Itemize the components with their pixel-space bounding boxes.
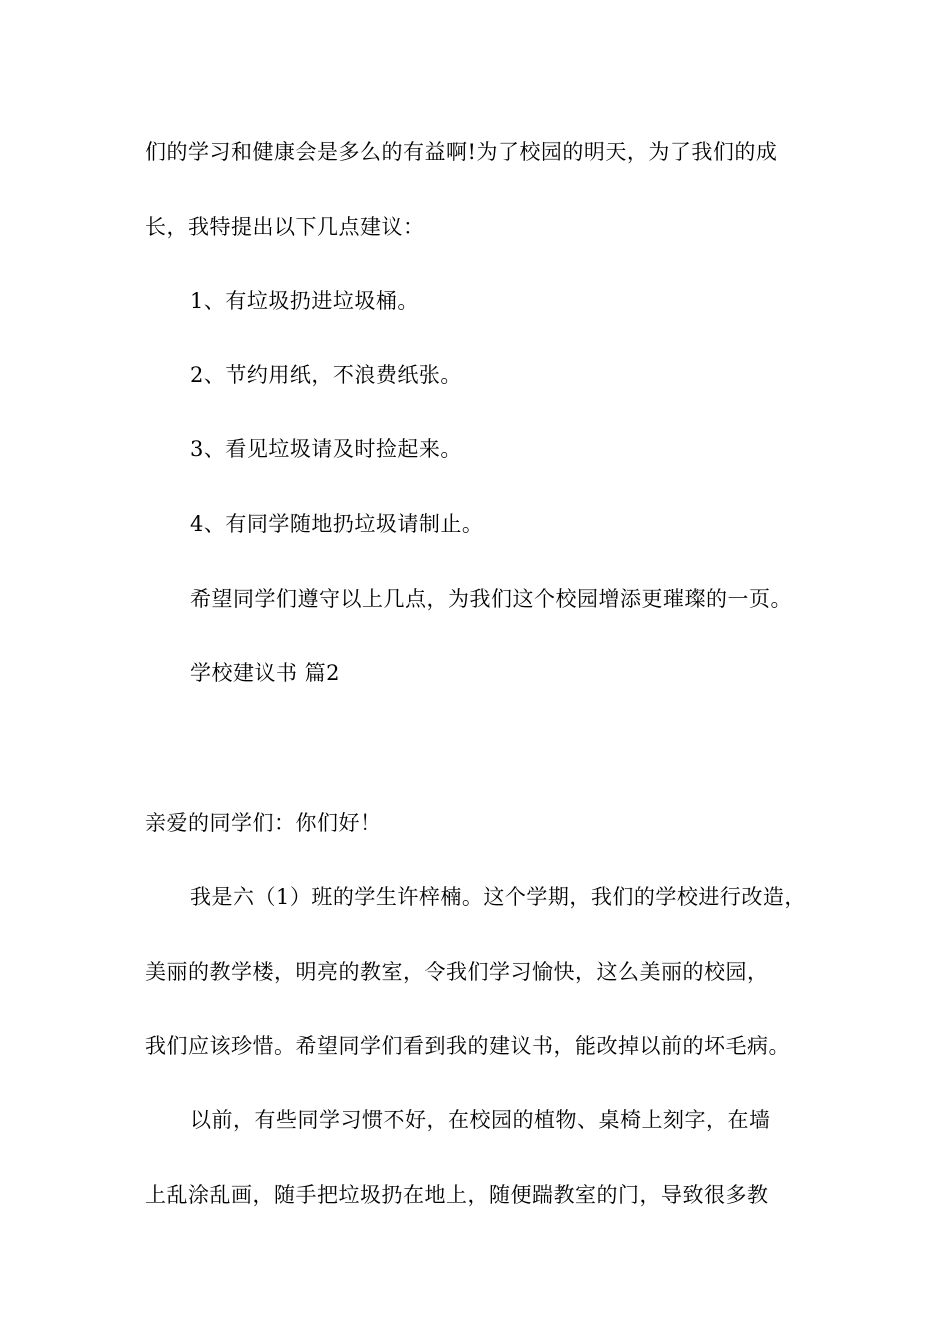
paragraph-line: 上乱涂乱画，随手把垃圾扔在地上，随便踹教室的门，导致很多教	[145, 1183, 769, 1207]
paragraph-line: 希望同学们遵守以上几点，为我们这个校园增添更璀璨的一页。	[190, 587, 792, 611]
paragraph-line: 以前，有些同学习惯不好，在校园的植物、桌椅上刻字，在墙	[190, 1108, 771, 1132]
list-item: 3、看见垃圾请及时捡起来。	[190, 437, 462, 461]
paragraph-line: 们的学习和健康会是多么的有益啊!为了校园的明天，为了我们的成	[145, 140, 778, 164]
list-item: 1、有垃圾扔进垃圾桶。	[190, 289, 419, 313]
paragraph-line: 我们应该珍惜。希望同学们看到我的建议书，能改掉以前的坏毛病。	[145, 1034, 790, 1058]
list-item: 4、有同学随地扔垃圾请制止。	[190, 512, 484, 536]
paragraph-line: 长，我特提出以下几点建议：	[145, 215, 425, 239]
section-heading: 学校建议书 篇2	[190, 661, 341, 685]
list-item: 2、节约用纸，不浪费纸张。	[190, 363, 462, 387]
paragraph-line: 我是六（1）班的学生许梓楠。这个学期，我们的学校进行改造，	[190, 885, 806, 909]
salutation: 亲爱的同学们：你们好！	[145, 811, 382, 835]
paragraph-line: 美丽的教学楼，明亮的教室，令我们学习愉快，这么美丽的校园，	[145, 960, 769, 984]
